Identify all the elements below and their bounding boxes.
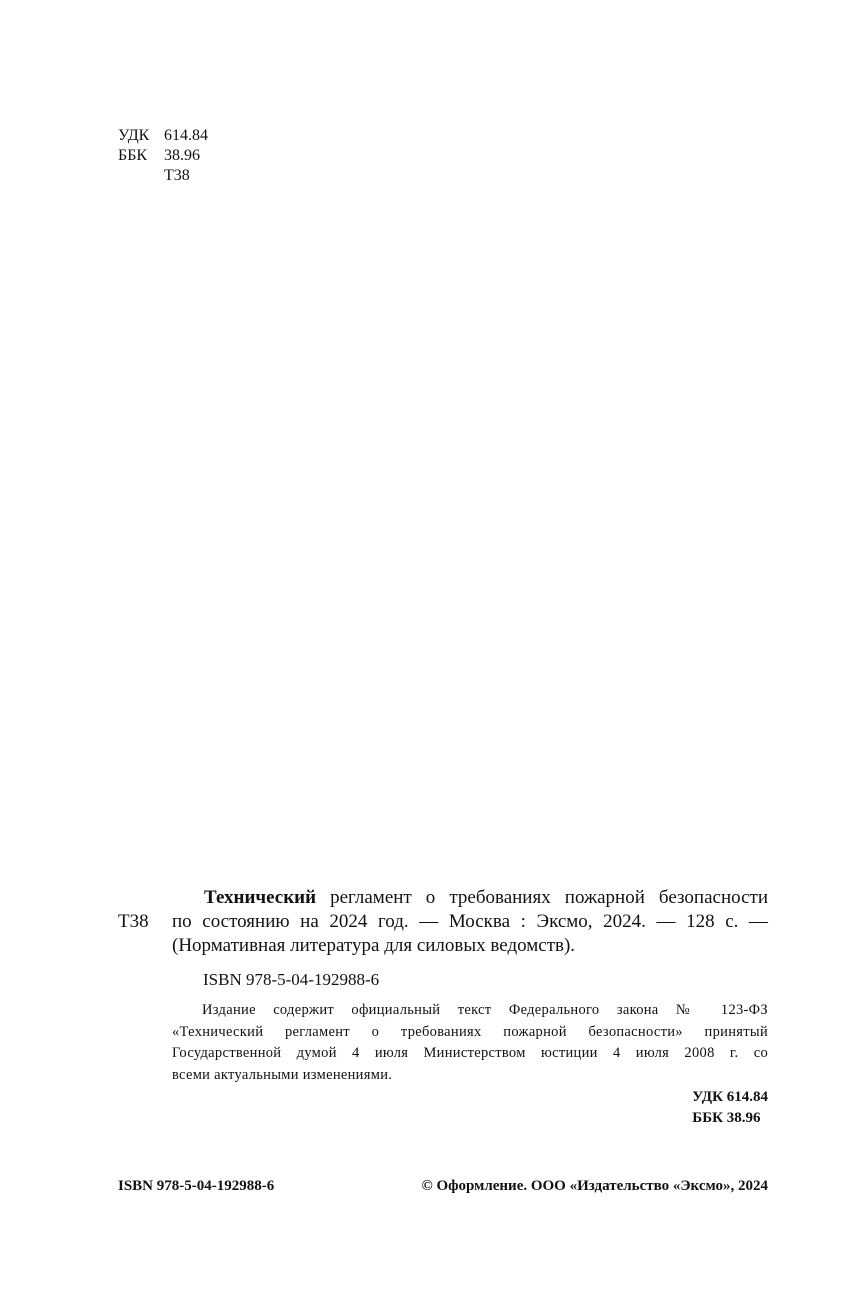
record-line-3: (Нормативная литература для силовых ведомств). [172,935,576,956]
record-line-2: по состоянию на 2024 год. — Москва : Эксмо, 2024. — 128 с. — [172,911,768,932]
bottom-udk: УДК 614.84 [692,1089,768,1105]
author-sign: Т38 [118,911,149,932]
record-title: Технический [204,887,317,908]
annotation [172,1000,768,1086]
author-sign-top: Т38 [164,167,190,184]
bbk-value: 38.96 [164,147,200,164]
annotation-line: Государственной думой 4 июля Министерством юстиции 4 июля 2008 г. со [172,1045,768,1061]
record-line-1 [172,886,768,910]
record-title-rest: регламент о требованиях пожарной безопасности [316,887,768,908]
footer-isbn: ISBN 978-5-04-192988-6 [118,1178,275,1194]
classification-block [118,126,208,186]
udk-row [118,126,208,146]
annotation-line: «Технический регламент о требованиях пожарной безопасности» принятый [172,1023,768,1040]
footer-copyright: © Оформление. ООО «Издательство «Эксмо», 2024 [421,1178,768,1194]
bottom-classification [692,1087,768,1129]
annotation-line: Издание содержит официальный текст Федерального закона № 123-ФЗ [202,1002,768,1018]
udk-label: УДК [118,127,150,144]
record-isbn: ISBN 978-5-04-192988-6 [203,970,380,989]
bottom-bbk: ББК 38.96 [692,1110,761,1126]
bbk-row [118,146,208,166]
bibliographic-record [172,886,768,958]
annotation-line: всеми актуальными изменениями. [172,1066,393,1083]
bbk-label: ББК [118,147,148,164]
udk-value: 614.84 [164,127,208,144]
